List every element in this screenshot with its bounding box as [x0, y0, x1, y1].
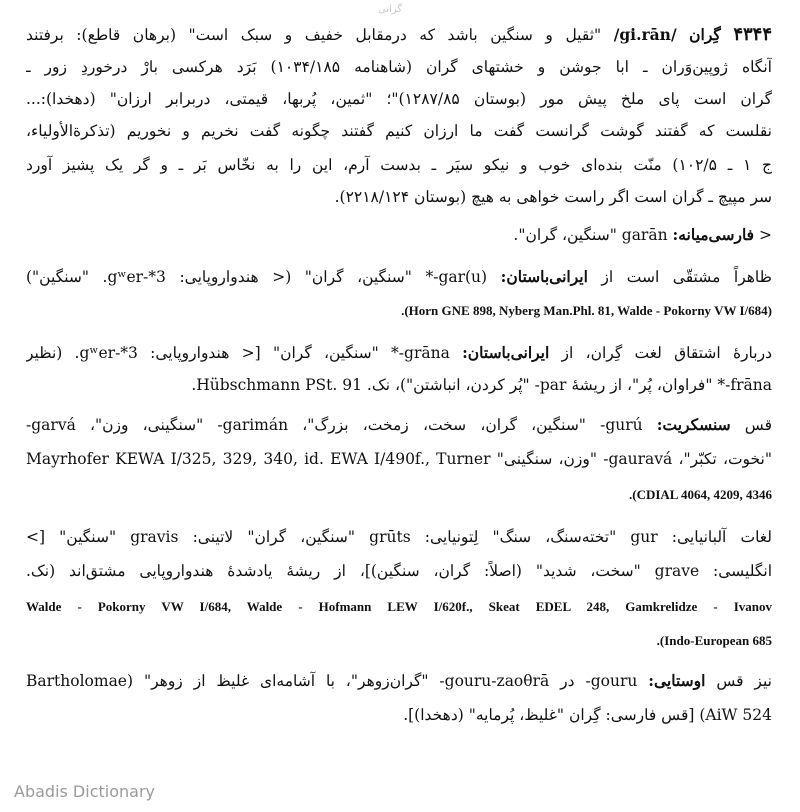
cognates-line1: لغات آلبانیایی: gur "تخته‌سنگ، سنگ" لِتونیایی: grūts "سنگین، گران" لاتینی: gravis "سنگین" [>	[26, 528, 772, 546]
body-line-2: گران است پای ملخ پیش مور (بوستان ۱۲۸۷/۸۵)"؛ "ثمین، پُربها، قیمتی، دربرابر ارزان" (دهخدا):...	[26, 90, 772, 108]
old-iranian-2-line2: frāna-* "فراوان، پُر"، از ریشهٔ par- "پُر کردن، انباشتن")، نک. Hübschmann PSt. 91.	[191, 376, 772, 394]
av-label: اوستایی:	[648, 671, 706, 690]
oi2-label: ایرانی‌باستان:	[462, 343, 550, 362]
mp-text: garān "سنگین، گران".	[513, 226, 673, 244]
entry-number: ۴۳۴۴	[733, 24, 772, 45]
skt-pre: قس	[730, 416, 772, 434]
av-text: gouru- در gouru-zaoθrā- "گران‌زوهر"، با آشامه‌ای غلیظ از زوهر" (Bartholomae	[26, 672, 649, 690]
body-line-4: ج ۱ ـ ۱۰۲/۵) منّت بنده‌ای خوب و نیکو سیَر ـ بدست آرم، این را به نخّاس بَر ـ و گر یک پشیز آورد	[26, 156, 772, 174]
entry-headword: گِران	[689, 25, 721, 44]
footer-watermark: Abadis Dictionary	[14, 782, 155, 801]
cognates-ref1: Walde - Pokorny VW I/684, Walde - Hofmann LEW I/620f., Skeat EDEL 248, Gamkrelidze - Ivanov	[26, 599, 772, 614]
sanskrit-line	[26, 410, 772, 440]
av-pre: نیز قس	[705, 672, 772, 690]
mp-label: فارسی‌میانه:	[672, 225, 755, 244]
oi1-text: gar(u)-* "سنگین، گران" (< هندواروپایی: gʷer-*3. "سنگین")	[26, 268, 501, 286]
oi2-text: grāna-* "سنگین، گران" [< هندواروپایی: gʷer-*3. (نظیر	[26, 344, 463, 362]
mp-open: <	[754, 226, 772, 244]
cognates-ref2: Indo-European 685).	[656, 633, 772, 648]
oi2-pre: دربارهٔ اشتقاق لغت گِران، از	[549, 344, 772, 362]
body-line-3: نقلست که گفتند گوشت گرانست گفت ما ارزان کنیم گفتند چگونه گفت نخریم و نخوریم (تذکرةالأولیاء،	[26, 122, 772, 140]
oi1-pre: ظاهراً مشتقّی است از	[587, 268, 772, 286]
old-iranian-2-line	[26, 338, 772, 368]
old-iranian-1-ref: (Horn GNE 898, Nyberg Man.Phl. 81, Walde - Pokorny VW I/684).	[401, 303, 772, 318]
body-line-1: آنگاه ژوپین‌وَران ـ ابا جوشن و خشتهای گران (شاهنامه ۱۰۳۴/۱۸۵) بَرَد هرکسی بارْ درخوردِ زور ـ	[26, 58, 772, 76]
avestan-line	[26, 666, 772, 696]
watermark-top: گرانی	[378, 4, 403, 15]
cognates-line2: انگلیسی: grave "سخت، شدید" (اصلاً: گران، سنگین)]، از ریشهٔ یادشدهٔ هندواروپایی مشتق‌اند (نک.	[26, 562, 772, 580]
oi1-label: ایرانی‌باستان:	[500, 267, 588, 286]
entry-definition: "ثقیل و سنگین باشد که درمقابل خفیف و سبک است" (برهان قاطع): برفتند	[26, 26, 602, 44]
skt-text: gurú- "سنگین، گران، سخت، زمخت، بزرگ"، garimán- "سنگینی، وزن"، garvá-	[26, 416, 657, 434]
entry-transliteration: /gi.rān/	[613, 25, 677, 44]
entry-header-line	[26, 20, 772, 50]
sanskrit-line2: "نخوت، تکبّر"، gauravá- "وزن، سنگینی" Mayrhofer KEWA I/325, 329, 340, id. EWA I/490f., Turner	[26, 450, 772, 468]
avestan-line2: AiW 524) [قس فارسی: گِران "غلیظ، پُرمایه" (دهخدا)].	[403, 706, 772, 724]
old-iranian-1-line	[26, 262, 772, 292]
body-line-5: سر مپیچ ـ گران است اگر راست خواهی به هیچ (بوستان ۲۲۱۸/۱۲۴).	[334, 188, 772, 206]
middle-persian-line	[26, 220, 772, 250]
sanskrit-ref: CDIAL 4064, 4209, 4346).	[628, 487, 772, 502]
skt-label: سنسکریت:	[656, 415, 731, 434]
